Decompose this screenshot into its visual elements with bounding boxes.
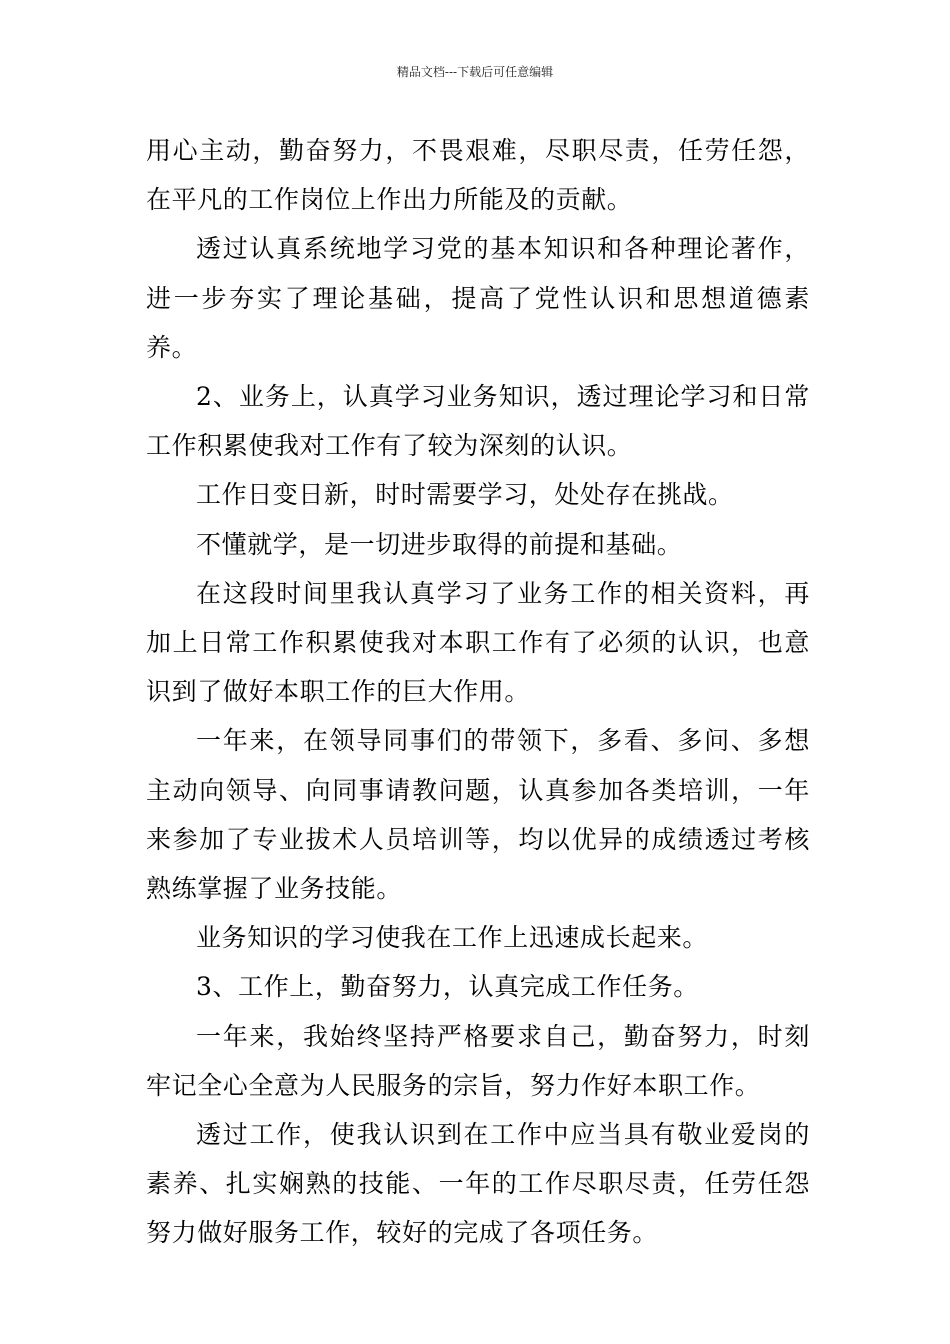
paragraph: 3、工作上，勤奋努力，认真完成工作任务。 — [196, 972, 699, 1002]
paragraph: 透过认真系统地学习党的基本知识和各种理论著作，进一步夯实了理论基础，提高了党性认识和思想道德素养。 — [146, 234, 810, 362]
page-header: 精品文档---下载后可任意编辑 — [396, 65, 554, 79]
paragraph: 一年来，我始终坚持严格要求自己，勤奋努力，时刻牢记全心全意为人民服务的宗旨，努力作好本职工作。 — [146, 1021, 810, 1100]
paragraph: 透过工作，使我认识到在工作中应当具有敬业爱岗的素养、扎实娴熟的技能、一年的工作尽职尽责，任劳任怨努力做好服务工作，较好的完成了各项任务。 — [146, 1120, 810, 1248]
paragraph: 用心主动，勤奋努力，不畏艰难，尽职尽责，任劳任怨，在平凡的工作岗位上作出力所能及的贡献。 — [146, 136, 810, 215]
document-body — [146, 126, 810, 1258]
paragraph: 业务知识的学习使我在工作上迅速成长起来。 — [196, 923, 709, 953]
paragraph: 2、业务上，认真学习业务知识，透过理论学习和日常工作积累使我对工作有了较为深刻的认识。 — [146, 382, 810, 461]
paragraph: 不懂就学，是一切进步取得的前提和基础。 — [196, 529, 683, 559]
paragraph: 一年来，在领导同事们的带领下，多看、多问、多想主动向领导、向同事请教问题，认真参加各类培训，一年来参加了专业拔术人员培训等，均以优异的成绩透过考核熟练掌握了业务技能。 — [146, 726, 810, 904]
paragraph: 工作日变日新，时时需要学习，处处存在挑战。 — [196, 480, 734, 510]
paragraph: 在这段时间里我认真学习了业务工作的相关资料，再加上日常工作积累使我对本职工作有了必须的认识，也意识到了做好本职工作的巨大作用。 — [146, 578, 810, 707]
